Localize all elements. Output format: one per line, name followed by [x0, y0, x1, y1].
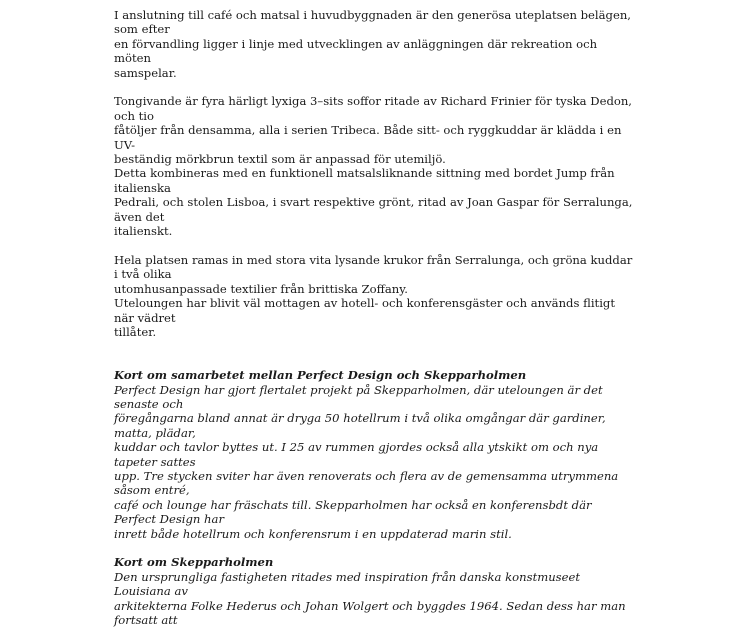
paragraph-planters: Hela platsen ramas in med stora vita lysande krukor från Serralunga, och gröna kuddar i två olika utomhusanpassade textilier från brittiska Zoffany. Uteloungen har blivit väl mottagen av hotell- och konferensgäster och används flitigt när vädret tillåter.: [114, 252, 633, 339]
document-body: [114, 8, 634, 627]
paragraph-spacer: [114, 238, 634, 252]
section-spacer: [114, 541, 634, 555]
section-heading-skepparholmen: Kort om Skepparholmen: [114, 555, 274, 570]
section-spacer: [114, 339, 634, 368]
section-body-collaboration: Perfect Design har gjort flertalet projekt på Skepparholmen, där uteloungen är det senaste och föregångarna bland annat är dryga 50 hotellrum i två olika omgångar där gardiner, matta, plädar, kuddar och tavlor byttes ut. I 25 av rummen gjordes också alla ytskikt om och nya tapeter sattes upp. Tre stycken sviter har även renoverats och flera av de gemensamma utrymmena såsom entré, café och lounge har fräschats till. Skepparholmen har också en konferensbdt där Perfect Design har inrett både hotellrum och konferensrum i en uppdaterad marin stil.: [114, 382, 619, 541]
section-heading-collaboration: Kort om samarbetet mellan Perfect Design och Skepparholmen: [114, 368, 527, 383]
paragraph-furniture: Tongivande är fyra härligt lyxiga 3–sits soffor ritade av Richard Frinier för tyska Dedon, och tio fåtöljer från densamma, alla i serien Tribeca. Både sitt- och ryggkuddar är klädda i en UV- beständig mörkbrun textil som är anpassad för utemiljö. Detta kombineras med en funktionell matsalsliknande sittning med bordet Jump från italienska Pedrali, och stolen Lisboa, i svart respektive grönt, ritad av Joan Gaspar för Serralunga, även det italienskt.: [114, 94, 633, 239]
paragraph-spacer: [114, 80, 634, 94]
paragraph-terrace-intro: I anslutning till café och matsal i huvudbyggnaden är den generösa uteplatsen belägen, som efter en förvandling ligger i linje med utvecklingen av anläggningen där rekreation och möten samspelar.: [114, 8, 631, 80]
section-body-skepparholmen: Den ursprungliga fastigheten ritades med inspiration från danska konstmuseet Louisiana av arkitekterna Folke Hederus och Johan Wolgert och byggdes 1964. Sedan dess har man fortsatt att: [114, 569, 626, 627]
